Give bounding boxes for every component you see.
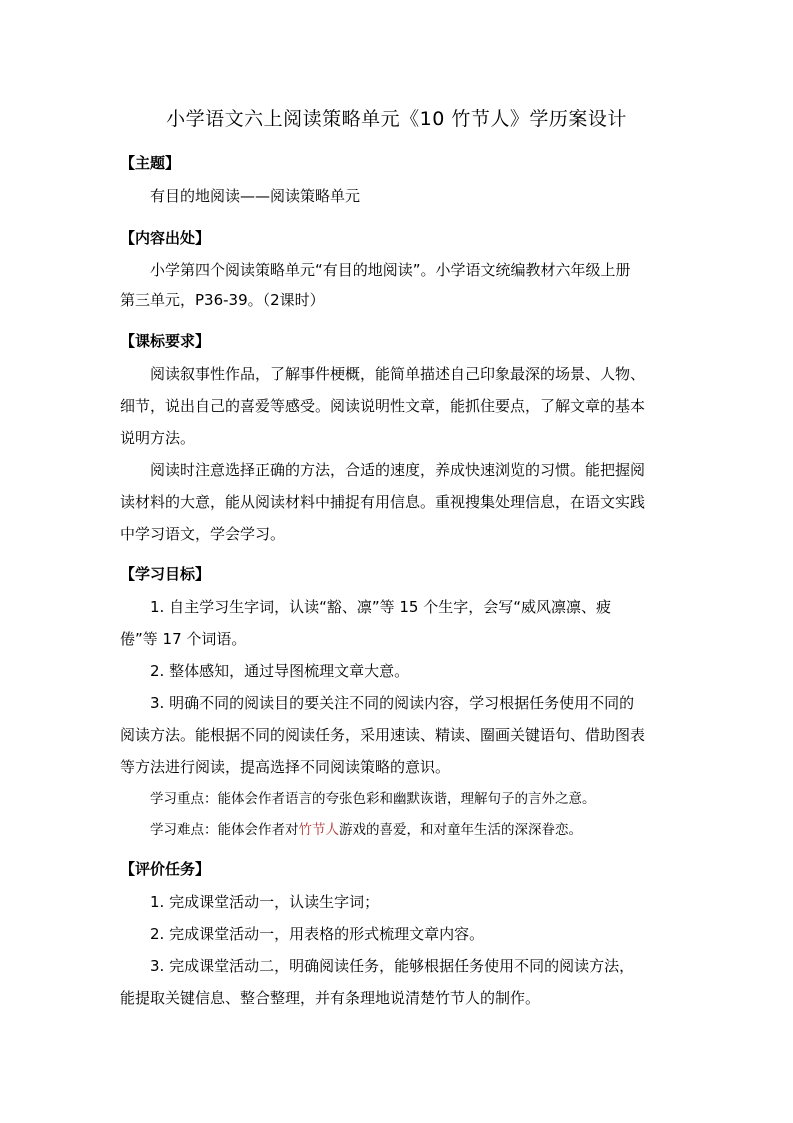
goal-item: 2. 整体感知，通过导图梳理文章大意。 [150, 662, 410, 680]
standards-line: 说明方法。 [120, 429, 196, 447]
standards-heading: 【课标要求】 [120, 332, 211, 350]
source-heading: 【内容出处】 [120, 229, 211, 247]
task-item: 2. 完成课堂活动一，用表格的形式梳理文章内容。 [150, 925, 485, 943]
theme-text: 有目的地阅读——阅读策略单元 [150, 187, 361, 205]
standards-line: 中学习语文，学会学习。 [120, 525, 286, 543]
source-line: 第三单元，P36-39。（2课时） [120, 291, 325, 309]
page-title: 小学语文六上阅读策略单元《10 竹节人》学历案设计 [166, 108, 627, 130]
goal-item: 倦”等 17 个词语。 [120, 630, 247, 648]
tasks-heading: 【评价任务】 [120, 860, 211, 878]
difficulty-point [150, 820, 582, 840]
key-point: 学习重点：能体会作者语言的夸张色彩和幽默诙谐，理解句子的言外之意。 [150, 791, 596, 807]
task-item: 能提取关键信息、整合整理，并有条理地说清楚竹节人的制作。 [120, 989, 541, 1007]
task-item: 1. 完成课堂活动一，认读生字词； [150, 893, 380, 911]
standards-line: 读材料的大意，能从阅读材料中捕捉有用信息。重视搜集处理信息，在语文实践 [120, 493, 646, 511]
standards-line: 细节，说出自己的喜爱等感受。阅读说明性文章，能抓住要点，了解文章的基本 [120, 397, 646, 415]
theme-heading: 【主题】 [120, 154, 181, 172]
goal-item: 1. 自主学习生字词，认读“豁、凛”等 15 个生字，会写“威风凛凛、疲 [150, 598, 612, 616]
difficulty-suffix: 游戏的喜爱，和对童年生活的深深眷恋。 [339, 822, 582, 838]
goals-heading: 【学习目标】 [120, 565, 211, 583]
difficulty-prefix: 学习难点：能体会作者对 [150, 822, 299, 838]
source-line: 小学第四个阅读策略单元“有目的地阅读”。小学语文统编教材六年级上册 [150, 261, 631, 279]
standards-line: 阅读时注意选择正确的方法，合适的速度，养成快速浏览的习惯。能把握阅 [150, 461, 646, 479]
goal-item: 3. 明确不同的阅读目的要关注不同的阅读内容，学习根据任务使用不同的 [150, 694, 635, 712]
difficulty-highlight: 竹节人 [298, 822, 339, 838]
goal-item: 等方法进行阅读，提高选择不同阅读策略的意识。 [120, 758, 451, 776]
standards-line: 阅读叙事性作品，了解事件梗概，能简单描述自己印象最深的场景、人物、 [150, 365, 646, 383]
goal-item: 阅读方法。能根据不同的阅读任务，采用速读、精读、圈画关键语句、借助图表 [120, 726, 646, 744]
task-item: 3. 完成课堂活动二，明确阅读任务，能够根据任务使用不同的阅读方法， [150, 957, 635, 975]
